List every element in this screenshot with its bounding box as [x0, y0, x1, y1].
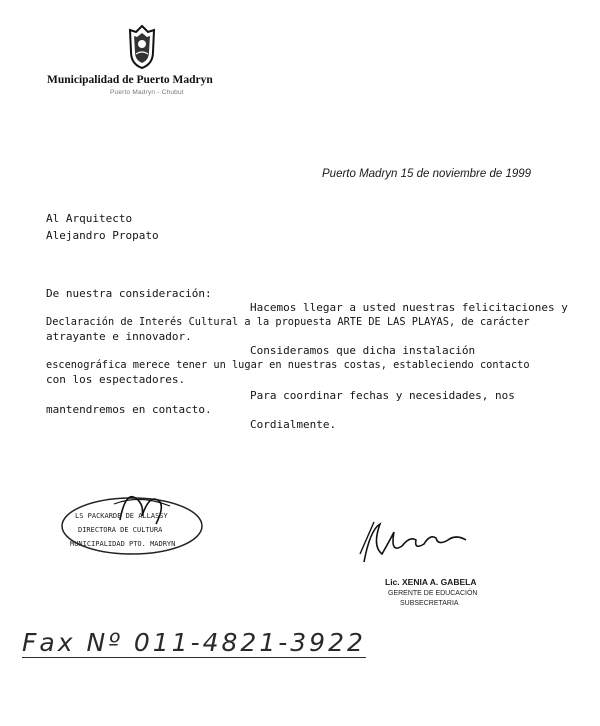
letter-date: Puerto Madryn 15 de noviembre de 1999: [322, 168, 532, 180]
paragraph-2-line-1: Consideramos que dicha instalación: [250, 344, 476, 357]
salutation: De nuestra consideración:: [46, 287, 212, 300]
right-stamp-name: Lic. XENIA A. GABELA: [385, 577, 477, 587]
left-stamp-line-1: LS PACKARDE DE ALLASSY: [75, 512, 168, 520]
paragraph-2-line-2: escenográfica merece tener un lugar en nuestras costas, estableciendo contacto: [46, 359, 530, 371]
left-stamp-line-3: MUNICIPALIDAD PTO. MADRYN: [70, 540, 176, 548]
paragraph-3-line-2: mantendremos en contacto.: [46, 403, 212, 416]
paragraph-3-line-1: Para coordinar fechas y necesidades, nos: [250, 389, 515, 402]
municipal-crest-icon: [125, 24, 159, 70]
left-stamp-line-2: DIRECTORA DE CULTURA: [78, 526, 163, 534]
right-stamp-line-1: GERENTE DE EDUCACIÓN: [388, 590, 478, 597]
institution-name: Municipalidad de Puerto Madryn: [47, 74, 213, 86]
recipient-title: Al Arquitecto: [46, 212, 133, 225]
left-signature-stamp: [60, 480, 220, 560]
right-signature: [350, 510, 480, 570]
closing: Cordialmente.: [250, 418, 337, 431]
paragraph-1-line-2: Declaración de Interés Cultural a la propuesta ARTE DE LAS PLAYAS, de carácter: [46, 316, 530, 328]
recipient-name: Alejandro Propato: [46, 229, 159, 242]
paragraph-2-line-3: con los espectadores.: [46, 373, 186, 386]
paragraph-1-line-3: atrayante e innovador.: [46, 330, 192, 343]
institution-subline: Puerto Madryn - Chubut: [110, 89, 184, 96]
right-stamp-line-2: SUBSECRETARIA: [400, 600, 459, 607]
handwritten-fax-number: Fax Nº 011-4821-3922: [22, 628, 366, 657]
paragraph-1-line-1: Hacemos llegar a usted nuestras felicitaciones y: [250, 301, 568, 314]
